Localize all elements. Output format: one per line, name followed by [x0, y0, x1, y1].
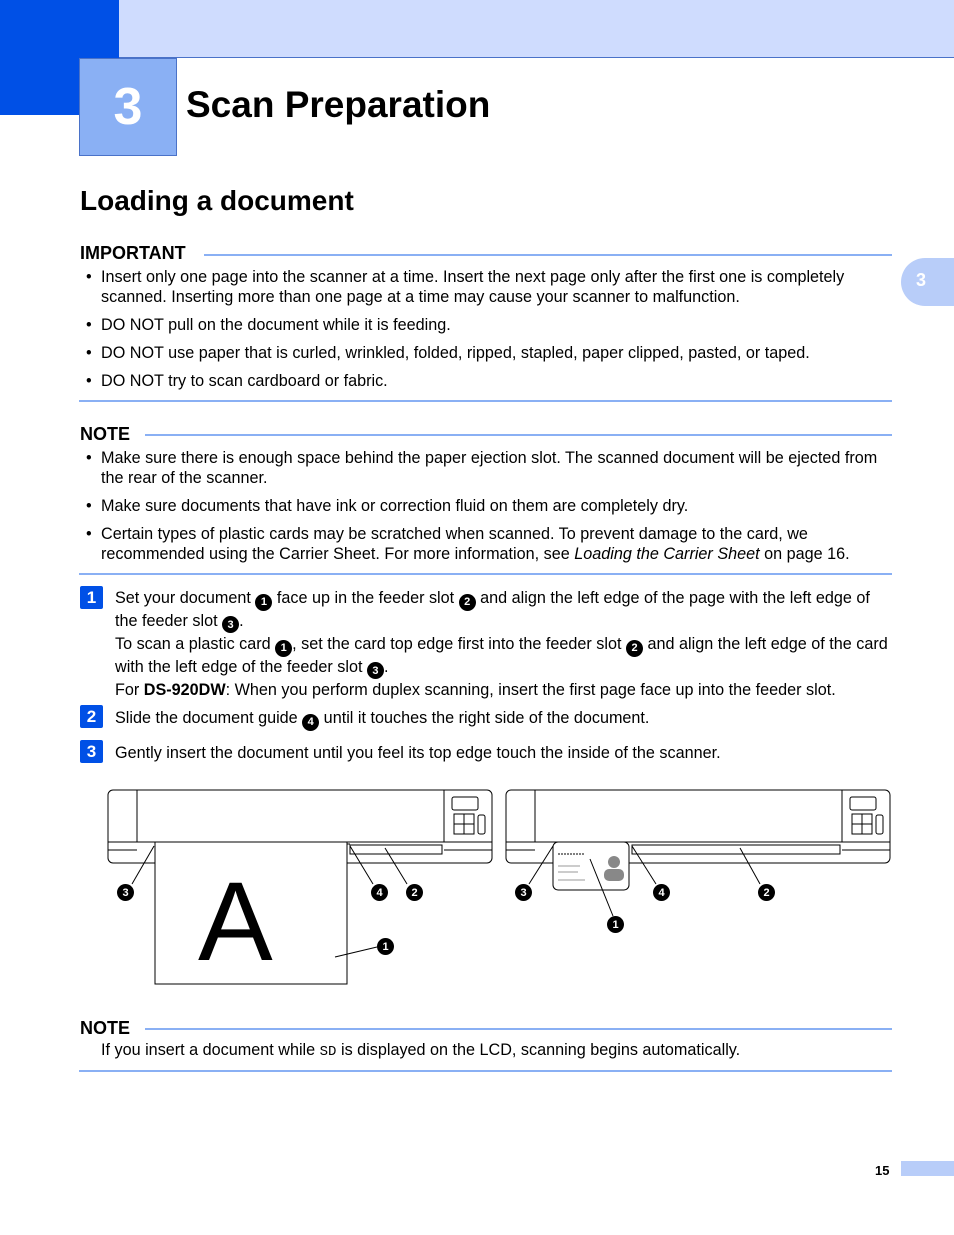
- figure-callout-2: 2: [406, 884, 423, 901]
- figure-callout-3: 3: [117, 884, 134, 901]
- chapter-side-tab[interactable]: [901, 258, 954, 306]
- note-item: • Certain types of plastic cards may be scratched when scanned. To prevent damage to the card, we recommended using the Carrier Sheet. For more information, see Loading the Carrier Sheet on page 16.: [101, 524, 893, 564]
- figure-callout-3: 3: [515, 884, 532, 901]
- callout-1: 1: [275, 640, 292, 657]
- model-name: DS-920DW: [143, 681, 226, 699]
- important-item: • DO NOT pull on the document while it is feeding.: [101, 315, 893, 335]
- note-list: [101, 448, 893, 572]
- callout-3: 3: [222, 616, 239, 633]
- step-3-text: Gently insert the document until you feel its top edge touch the inside of the scanner.: [115, 744, 721, 762]
- step-number: 1: [80, 586, 103, 609]
- note-text: If you insert a document while SD is displayed on the LCD, scanning begins automatically.: [101, 1041, 741, 1060]
- scanner-drawing: [80, 780, 900, 995]
- lcd-code: SD: [319, 1044, 337, 1060]
- figure-callout-2: 2: [758, 884, 775, 901]
- header-band: [119, 0, 954, 58]
- figure-callout-4: 4: [371, 884, 388, 901]
- important-item: • DO NOT use paper that is curled, wrinkled, folded, ripped, stapled, paper clipped, pasted, or taped.: [101, 343, 893, 363]
- important-heading-rule: [204, 254, 892, 256]
- scanner-right: [506, 790, 890, 916]
- chapter-title: Scan Preparation: [186, 84, 491, 125]
- chapter-number-box: [79, 58, 177, 156]
- note-item: • Make sure documents that have ink or correction fluid on them are completely dry.: [101, 496, 893, 516]
- important-item: • DO NOT try to scan cardboard or fabric.: [101, 371, 893, 391]
- callout-2: 2: [626, 640, 643, 657]
- page-number-band: [901, 1161, 954, 1176]
- important-bottom-rule: [79, 400, 892, 402]
- section-title: Loading a document: [80, 185, 354, 216]
- step-2-text: Slide the document guide 4 until it touches the right side of the document.: [115, 708, 895, 731]
- note-heading-rule: [145, 1028, 892, 1030]
- callout-4: 4: [302, 714, 319, 731]
- important-item: • Insert only one page into the scanner at a time. Insert the next page only after the first one is completely scanned. Inserting more than one page at a time may cause your scanner to malfunction.: [101, 267, 893, 307]
- note-bottom-rule: [79, 573, 892, 575]
- callout-2: 2: [459, 594, 476, 611]
- callout-1: 1: [255, 594, 272, 611]
- note-heading-rule: [145, 434, 892, 436]
- important-heading: IMPORTANT: [80, 243, 186, 263]
- scanner-illustration: [80, 780, 900, 995]
- callout-3: 3: [367, 662, 384, 679]
- step-number: 2: [80, 705, 103, 728]
- step-number: 3: [80, 740, 103, 763]
- step-1-text: Set your document 1 face up in the feeder slot 2 and align the left edge of the page with the left edge of the feeder slot 3 . To scan a plastic card 1 , set the card top edge first into the feeder slot 2 and align the left edge of the card with the left edge of the feeder slot 3 . For DS-920DW: When you perform duplex scanning, insert the first page face up into the feeder slot.: [115, 589, 888, 699]
- note-bottom-rule: [79, 1070, 892, 1072]
- chapter-side-tab-number: 3: [916, 270, 927, 290]
- chapter-number: 3: [113, 78, 143, 136]
- document-letter: A: [198, 859, 273, 984]
- page-number: 15: [875, 1163, 890, 1178]
- note-heading: NOTE: [80, 1018, 131, 1038]
- figure-callout-1: 1: [377, 938, 394, 955]
- figure-callout-4: 4: [653, 884, 670, 901]
- note-item: • Make sure there is enough space behind the paper ejection slot. The scanned document will be ejected from the rear of the scanner.: [101, 448, 893, 488]
- carrier-sheet-link[interactable]: Loading the Carrier Sheet: [574, 545, 760, 563]
- scanner-left: [108, 790, 492, 984]
- important-list: [101, 267, 893, 399]
- figure-callout-1: 1: [607, 916, 624, 933]
- note-heading: NOTE: [80, 424, 131, 444]
